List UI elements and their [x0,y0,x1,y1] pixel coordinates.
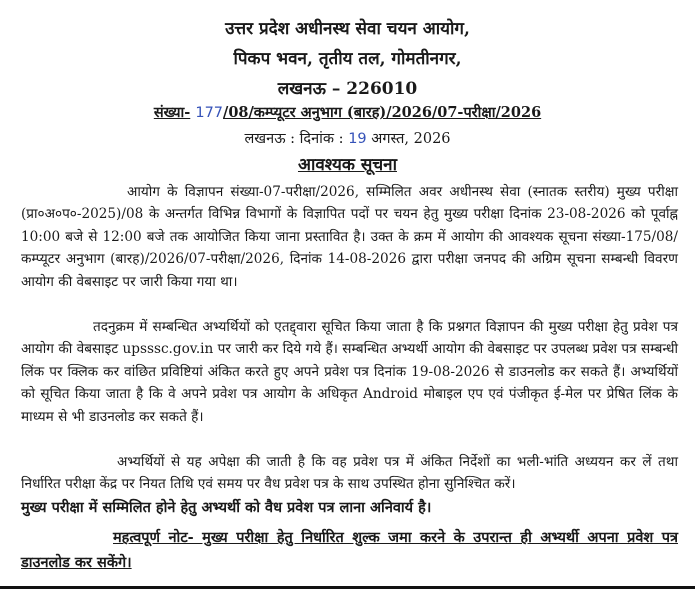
mandatory-admit-card-line: मुख्य परीक्षा में सम्मिलित होने हेतु अभ्यर्थी को वैध प्रवेश पत्र लाना अनिवार्य है। [21,499,432,516]
bottom-rule [0,586,695,589]
paragraph-1: आयोग के विज्ञापन संख्या-07-परीक्षा/2026, सम्मिलित अवर अधीनस्थ सेवा (स्नातक स्तरीय) मुख्य परीक्षा (प्रा०अ०प०-2025)/08 के अन्तर्गत विभिन्न विभागों के विज्ञापित पदों पर चयन हेतु मुख्य परीक्षा दिनांक 23-08-2026 को पूर्वाह्न 10:00 बजे से 12:00 बजे तक आयोजित किया जाना प्रस्तावित है। उक्त के क्रम में आयोग की आवश्यक सूचना संख्या-175/08/कम्प्यूटर अनुभाग (बारह)/2026/07-परीक्षा/2026, दिनांक 14-08-2026 द्वारा परीक्षा जनपद की अग्रिम सूचना सम्बन्धी विवरण आयोग की वेबसाइट पर जारी किया गया था। [21,184,678,290]
handwritten-date-day: 19 [348,131,367,147]
commission-city: लखनऊ – 226010 [277,79,418,99]
date-line [0,128,695,148]
commission-name: उत्तर प्रदेश अधीनस्थ सेवा चयन आयोग, [225,19,470,39]
commission-address: पिकप भवन, तृतीय तल, गोमतीनगर, [233,49,462,69]
reference-prefix: संख्या- [153,104,191,121]
paragraph-2: तदनुक्रम में सम्बन्धित अभ्यर्थियों को एतद्द्वारा सूचित किया जाता है कि प्रश्नगत विज्ञापन की मुख्य परीक्षा हेतु प्रवेश पत्र आयोग की वेबसाइट upsssc.gov.in पर जारी कर दिये गये हैं। सम्बन्धित अभ्यर्थी आयोग की वेबसाइट पर उपलब्ध प्रवेश पत्र सम्बन्धी लिंक पर क्लिक कर वांछित प्रविष्टियां अंकित करते हुए अपने प्रवेश पत्र दिनांक 19-08-2026 से डाउनलोड कर सकते हैं। अभ्यर्थियों को सूचित किया जाता है कि वे अपने प्रवेश पत्र आयोग के अधिकृत Android मोबाइल एप एवं पंजीकृत ई-मेल पर प्रेषित लिंक के माध्यम से भी डाउनलोड कर सकते हैं। [21,319,678,425]
paragraph-3: अभ्यर्थियों से यह अपेक्षा की जाती है कि वह प्रवेश पत्र में अंकित निर्देशों का भली-भांति अध्ययन कर लें तथा निर्धारित परीक्षा केंद्र पर नियत तिथि एवं समय पर वैध प्रवेश पत्र के साथ उपस्थित होना सुनिश्चित करें। [21,454,678,493]
notice-title: आवश्यक सूचना [297,155,397,175]
handwritten-reference-number: 177 [195,105,224,121]
date-suffix: अगस्त, 2026 [371,131,451,147]
important-note: महत्वपूर्ण नोट- मुख्य परीक्षा हेतु निर्धारित शुल्क जमा करने के उपरान्त ही अभ्यर्थी अपना प्रवेश पत्र डाउनलोड कर सकेंगे। [21,529,678,571]
reference-suffix: /08/कम्प्यूटर अनुभाग (बारह)/2026/07-परीक्षा/2026 [223,104,542,121]
reference-number [0,102,695,122]
date-prefix: लखनऊ : दिनांक : [244,131,344,147]
